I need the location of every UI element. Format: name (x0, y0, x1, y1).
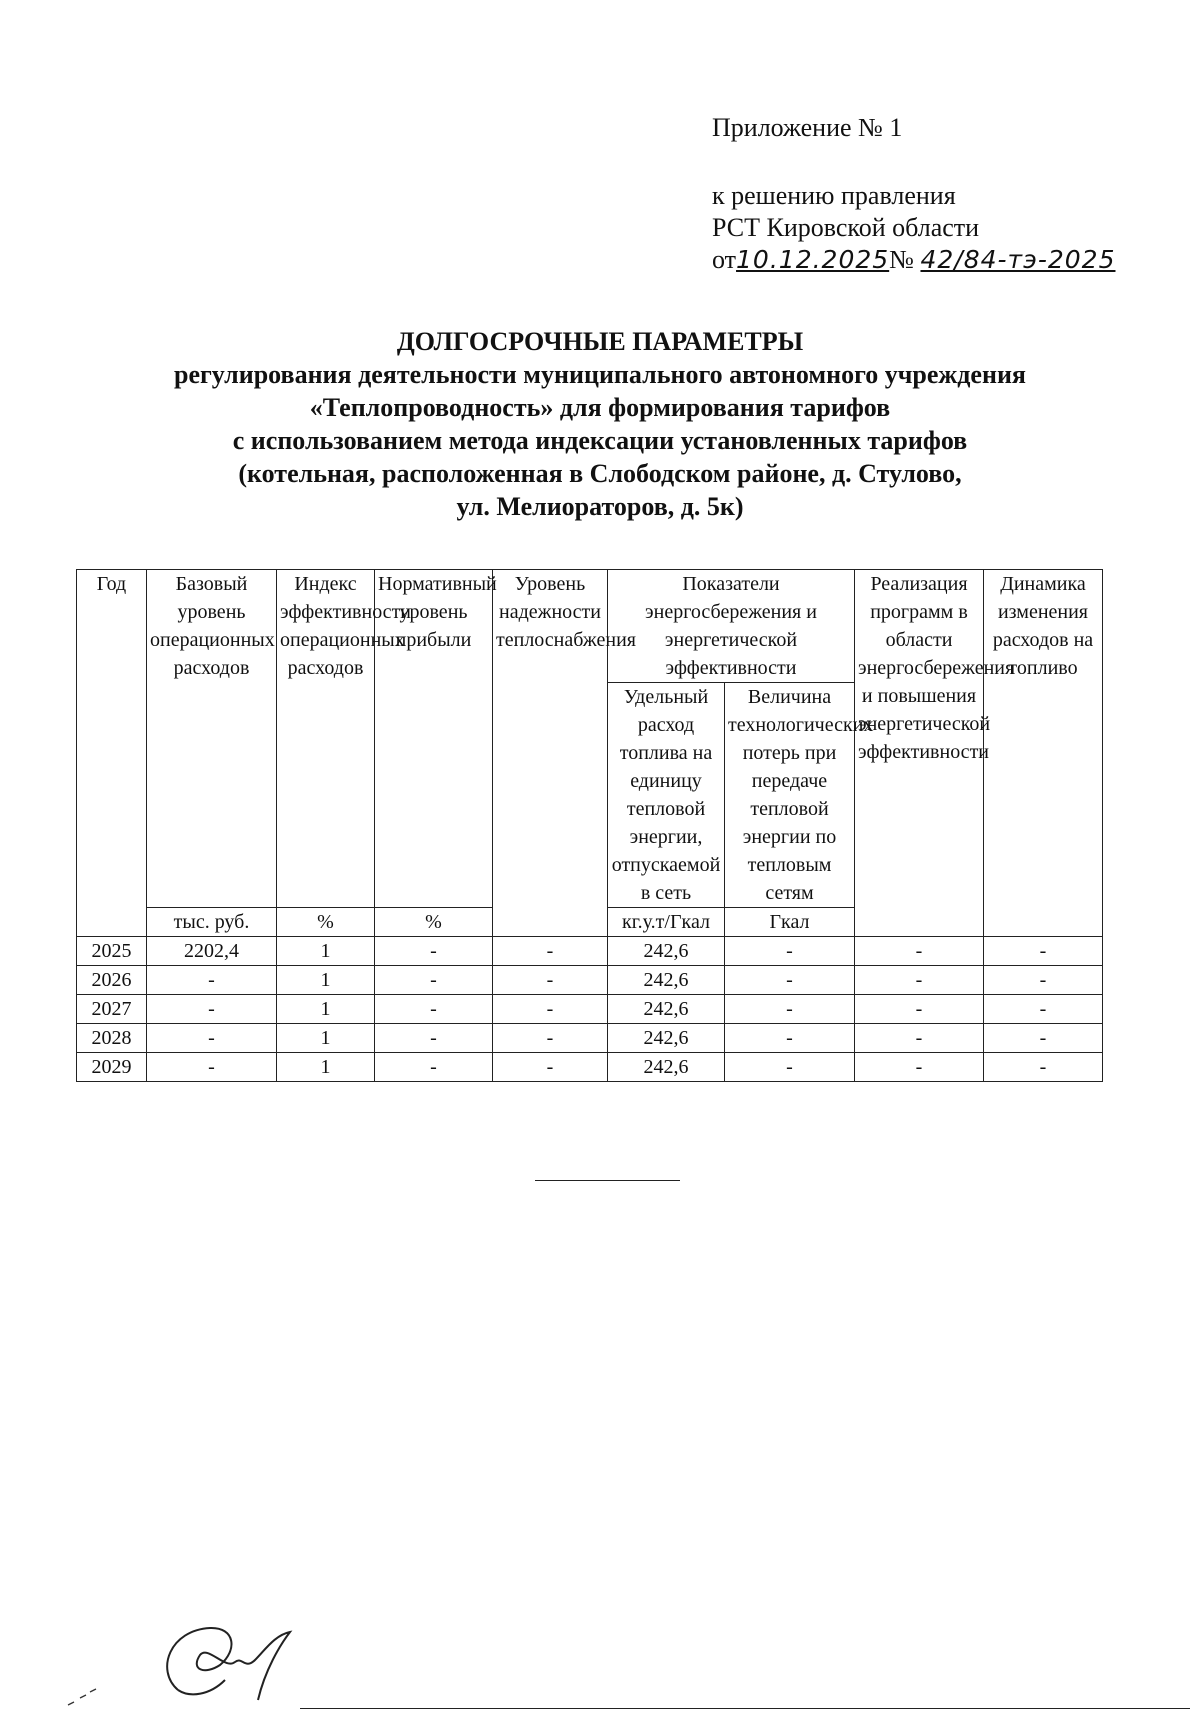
unit-index: % (277, 908, 375, 937)
from-label: от (712, 245, 737, 274)
document-title (60, 325, 1140, 523)
title-line-3: с использованием метода индексации установленных тарифов (232, 426, 968, 455)
decision-reference (712, 180, 1115, 276)
header-fuel-dynamics: Динамика изменения расходов на топливо (984, 570, 1103, 908)
cell-dynamics: - (984, 995, 1103, 1024)
signature-mark (60, 1610, 320, 1710)
title-line-1: регулирования деятельности муниципального автономного учреждения (174, 360, 1026, 389)
cell-profit: - (375, 1024, 493, 1053)
units-row (77, 908, 1103, 937)
unit-base: тыс. руб. (147, 908, 277, 937)
cell-dynamics: - (984, 937, 1103, 966)
unit-reliability (493, 908, 608, 937)
unit-fuel: кг.у.т/Гкал (608, 908, 725, 937)
header-specific-fuel: Удельный расход топлива на единицу тепловой энергии, отпускаемой в сеть (608, 683, 725, 908)
title-line-5: ул. Мелиораторов, д. 5к) (456, 492, 744, 521)
decision-date: 10.12.2025 (736, 245, 890, 274)
cell-losses: - (725, 966, 855, 995)
cell-reliability: - (493, 966, 608, 995)
cell-profit: - (375, 1053, 493, 1082)
cell-base: - (147, 1024, 277, 1053)
parameters-table (76, 569, 1103, 1082)
title-heading: ДОЛГОСРОЧНЫЕ ПАРАМЕТРЫ (396, 327, 804, 356)
table-row (77, 1024, 1103, 1053)
header-programs: Реализация программ в области энергосбережения и повышения энергетической эффективности (855, 570, 984, 908)
cell-index: 1 (277, 1024, 375, 1053)
cell-fuel: 242,6 (608, 937, 725, 966)
cell-programs: - (855, 966, 984, 995)
end-separator (535, 1180, 680, 1181)
cell-year: 2025 (77, 937, 147, 966)
cell-losses: - (725, 1053, 855, 1082)
header-energy-group: Показатели энергосбережения и энергетической эффективности (608, 570, 855, 683)
header-row-1 (77, 570, 1103, 683)
cell-year: 2028 (77, 1024, 147, 1053)
cell-index: 1 (277, 966, 375, 995)
cell-losses: - (725, 937, 855, 966)
cell-profit: - (375, 937, 493, 966)
header-profit-level: Нормативный уровень прибыли (375, 570, 493, 908)
cell-base: - (147, 966, 277, 995)
header-reliability: Уровень надежности теплоснабжения (493, 570, 608, 908)
cell-reliability: - (493, 995, 608, 1024)
number-label: № (889, 245, 914, 274)
cell-year: 2029 (77, 1053, 147, 1082)
cell-index: 1 (277, 937, 375, 966)
cell-index: 1 (277, 995, 375, 1024)
cell-dynamics: - (984, 966, 1103, 995)
table-row (77, 995, 1103, 1024)
decision-number: 42/84-тэ-2025 (920, 245, 1116, 274)
decision-line-1: к решению правления (712, 181, 956, 210)
cell-base: - (147, 995, 277, 1024)
unit-programs (855, 908, 984, 937)
header-base-opex: Базовый уровень операционных расходов (147, 570, 277, 908)
unit-losses: Гкал (725, 908, 855, 937)
cell-reliability: - (493, 1053, 608, 1082)
footer-line (300, 1708, 1190, 1709)
header-year: Год (77, 570, 147, 908)
cell-programs: - (855, 937, 984, 966)
unit-profit: % (375, 908, 493, 937)
cell-dynamics: - (984, 1024, 1103, 1053)
cell-dynamics: - (984, 1053, 1103, 1082)
cell-profit: - (375, 966, 493, 995)
cell-fuel: 242,6 (608, 1024, 725, 1053)
decision-line-3 (712, 244, 1115, 276)
table-row (77, 1053, 1103, 1082)
cell-reliability: - (493, 937, 608, 966)
cell-programs: - (855, 1053, 984, 1082)
cell-index: 1 (277, 1053, 375, 1082)
cell-year: 2026 (77, 966, 147, 995)
cell-profit: - (375, 995, 493, 1024)
header-tech-losses: Величина технологических потерь при передаче тепловой энергии по тепловым сетям (725, 683, 855, 908)
cell-base: - (147, 1053, 277, 1082)
unit-dynamics (984, 908, 1103, 937)
table-row (77, 966, 1103, 995)
cell-losses: - (725, 995, 855, 1024)
cell-losses: - (725, 1024, 855, 1053)
cell-year: 2027 (77, 995, 147, 1024)
cell-fuel: 242,6 (608, 1053, 725, 1082)
header-efficiency-index: Индекс эффективности операционных расходов (277, 570, 375, 908)
title-line-4: (котельная, расположенная в Слободском районе, д. Стулово, (238, 459, 962, 488)
table-row (77, 937, 1103, 966)
unit-year (77, 908, 147, 937)
cell-base: 2202,4 (147, 937, 277, 966)
title-line-2: «Теплопроводность» для формирования тарифов (309, 393, 891, 422)
data-rows (77, 937, 1103, 1082)
cell-fuel: 242,6 (608, 966, 725, 995)
appendix-label: Приложение № 1 (712, 113, 903, 142)
decision-line-2: РСТ Кировской области (712, 213, 980, 242)
cell-programs: - (855, 995, 984, 1024)
cell-fuel: 242,6 (608, 995, 725, 1024)
cell-programs: - (855, 1024, 984, 1053)
cell-reliability: - (493, 1024, 608, 1053)
